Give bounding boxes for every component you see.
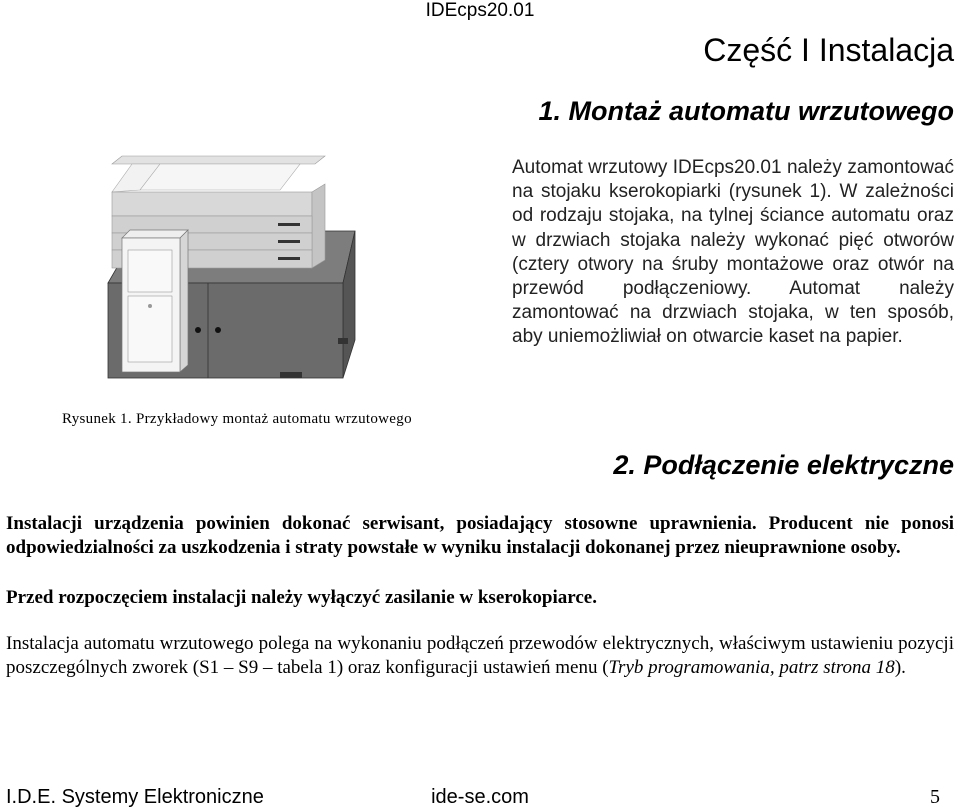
tray-handle-1 bbox=[278, 223, 300, 226]
cabinet-foot-right bbox=[280, 372, 302, 378]
installation-text: Instalacja automatu wrzutowego polega na wykonaniu podłączeń przewodów elektrycznych, właściwym ustawieniu pozycji poszczególnych zworek (S1 – S9 – tabela 1) oraz konfiguracji ustawień menu ( bbox=[6, 633, 954, 678]
door-knob-left bbox=[195, 327, 201, 333]
device-top bbox=[122, 230, 188, 238]
power-off-paragraph: Przed rozpoczęciem instalacji należy wyłączyć zasilanie w kserokopiarce. bbox=[6, 587, 597, 608]
part-title: Część I Instalacja bbox=[703, 32, 954, 68]
section-2-title: 2. Podłączenie elektryczne bbox=[613, 450, 954, 480]
door-knob-right bbox=[215, 327, 221, 333]
installation-paragraph bbox=[6, 632, 954, 680]
installation-text-end: ). bbox=[894, 657, 906, 678]
device-coin-slot bbox=[148, 304, 152, 308]
tray-handle-3 bbox=[278, 257, 300, 260]
tray-handle-2 bbox=[278, 240, 300, 243]
cabinet-foot-far bbox=[338, 338, 348, 344]
page-number: 5 bbox=[930, 786, 940, 808]
copier-lid-back bbox=[140, 164, 300, 190]
device-display bbox=[128, 250, 172, 292]
section-1-title: 1. Montaż automatu wrzutowego bbox=[538, 96, 954, 126]
intro-paragraph: Automat wrzutowy IDEcps20.01 należy zamontować na stojaku kserokopiarki (rysunek 1). W zależności od rodzaju stojaka, na tylnej ściance automatu oraz w drzwiach stojaka należy wykonać pięć otworów (cztery otwory na śruby montażowe oraz otwór na przewód podłączeniowy. Automat należy zamontować na drzwiach stojaka, w ten sposób, aby uniemożliwiał on otwarcie kaset na papier. bbox=[512, 157, 954, 348]
device-side bbox=[180, 230, 188, 372]
copier-top bbox=[112, 156, 325, 164]
programming-mode-reference: Tryb programowania, patrz strona 18 bbox=[608, 657, 895, 678]
copier-side bbox=[312, 184, 325, 268]
footer-website: ide-se.com bbox=[431, 786, 529, 808]
copier-body-upper bbox=[112, 192, 312, 216]
footer-company: I.D.E. Systemy Elektroniczne bbox=[6, 786, 264, 808]
header-title: IDEcps20.01 bbox=[425, 0, 535, 21]
figure-mounting-illustration bbox=[100, 150, 360, 380]
figure-caption: Rysunek 1. Przykładowy montaż automatu wrzutowego bbox=[62, 411, 412, 427]
warning-paragraph: Instalacji urządzenia powinien dokonać serwisant, posiadający stosowne uprawnienia. Producent nie ponosi odpowiedzialności za uszkodzenia i straty powstałe w wyniku instalacji dokonanej przez nieuprawnione osoby. bbox=[6, 513, 954, 558]
